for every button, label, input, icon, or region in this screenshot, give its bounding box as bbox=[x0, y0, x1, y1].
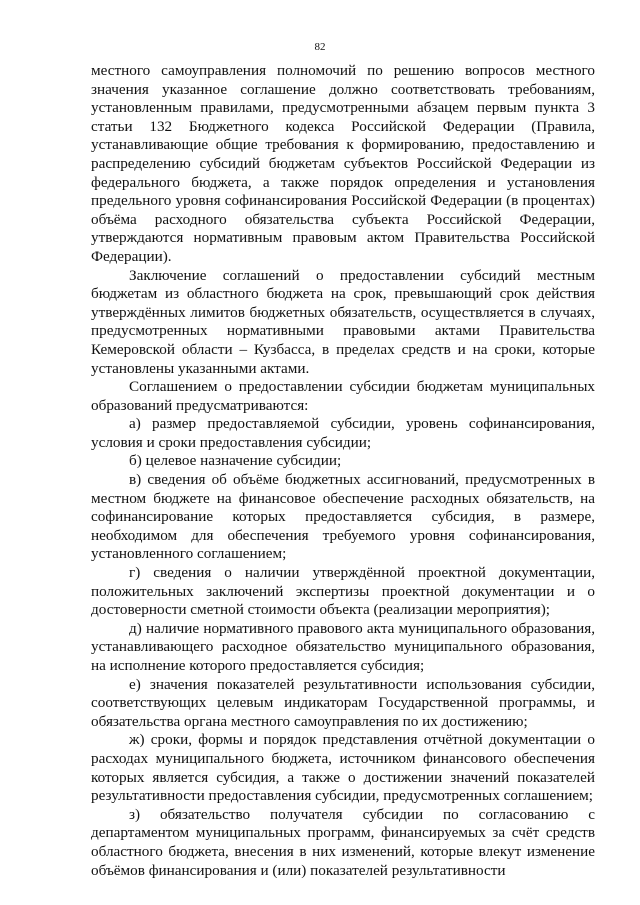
page-number: 82 bbox=[314, 41, 326, 53]
paragraph: б) целевое назначение субсидии; bbox=[129, 452, 342, 470]
paragraph: д) наличие нормативного правового акта муниципального образования, устанавливающего расходное обязательство муниципального образования, на исполнение которого предоставляется субсидия; bbox=[91, 619, 595, 674]
paragraph: ж) сроки, формы и порядок представления отчётной документации о расходах муниципального бюджета, источником финансового обеспечения которых является субсидия, а также о достижении значений показателей результативности предоставления субсидии, предусмотренных соглашением; bbox=[91, 731, 595, 805]
paragraph: в) сведения об объёме бюджетных ассигнований, предусмотренных в местном бюджете на финансовое обеспечение расходных обязательств, на софинансирование которых предоставляется субсидия, в размере, необходимом для обеспечения требуемого уровня софинансирования, установленного соглашением; bbox=[91, 471, 595, 563]
paragraph: местного самоуправления полномочий по решению вопросов местного значения указанное соглашение должно соответствовать требованиям, установленным правилами, предусмотренными абзацем первым пункта 3 статьи 132 Бюджетного кодекса Российской Федерации (Правила, устанавливающие общие требования к формированию, предоставлению и распределению субсидий бюджетам субъектов Российской Федерации из федерального бюджета, а также порядок определения и установления предельного уровня софинансирования Российской Федерации (в процентах) объёма расходного обязательства субъекта Российской Федерации, утверждаются нормативным правовым актом Правительства Российской Федерации). bbox=[91, 62, 595, 265]
paragraph: Заключение соглашений о предоставлении субсидий местным бюджетам из областного бюджета на срок, превышающий срок действия утверждённых лимитов бюджетных обязательств, осуществляется в случаях, предусмотренных нормативными правовыми актами Правительства Кемеровской области – Кузбасса, в пределах средств и на сроки, которые установлены указанными актами. bbox=[91, 266, 595, 377]
paragraph: е) значения показателей результативности использования субсидии, соответствующих целевым индикаторам Государственной программы, и обязательства органа местного самоуправления по их достижению; bbox=[91, 675, 595, 730]
paragraph: г) сведения о наличии утверждённой проектной документации, положительных заключений экспертизы проектной документации и о достоверности сметной стоимости объекта (реализации мероприятия); bbox=[91, 564, 595, 619]
document-body bbox=[91, 62, 595, 880]
paragraph: Соглашением о предоставлении субсидии бюджетам муниципальных образований предусматриваются: bbox=[91, 378, 595, 414]
paragraph: а) размер предоставляемой субсидии, уровень софинансирования, условия и сроки предоставления субсидии; bbox=[91, 415, 595, 451]
paragraph: з) обязательство получателя субсидии по согласованию с департаментом муниципальных программ, финансируемых за счёт средств областного бюджета, внесения в них изменений, которые влекут изменение объёмов финансирования и (или) показателей результативности bbox=[91, 805, 595, 879]
